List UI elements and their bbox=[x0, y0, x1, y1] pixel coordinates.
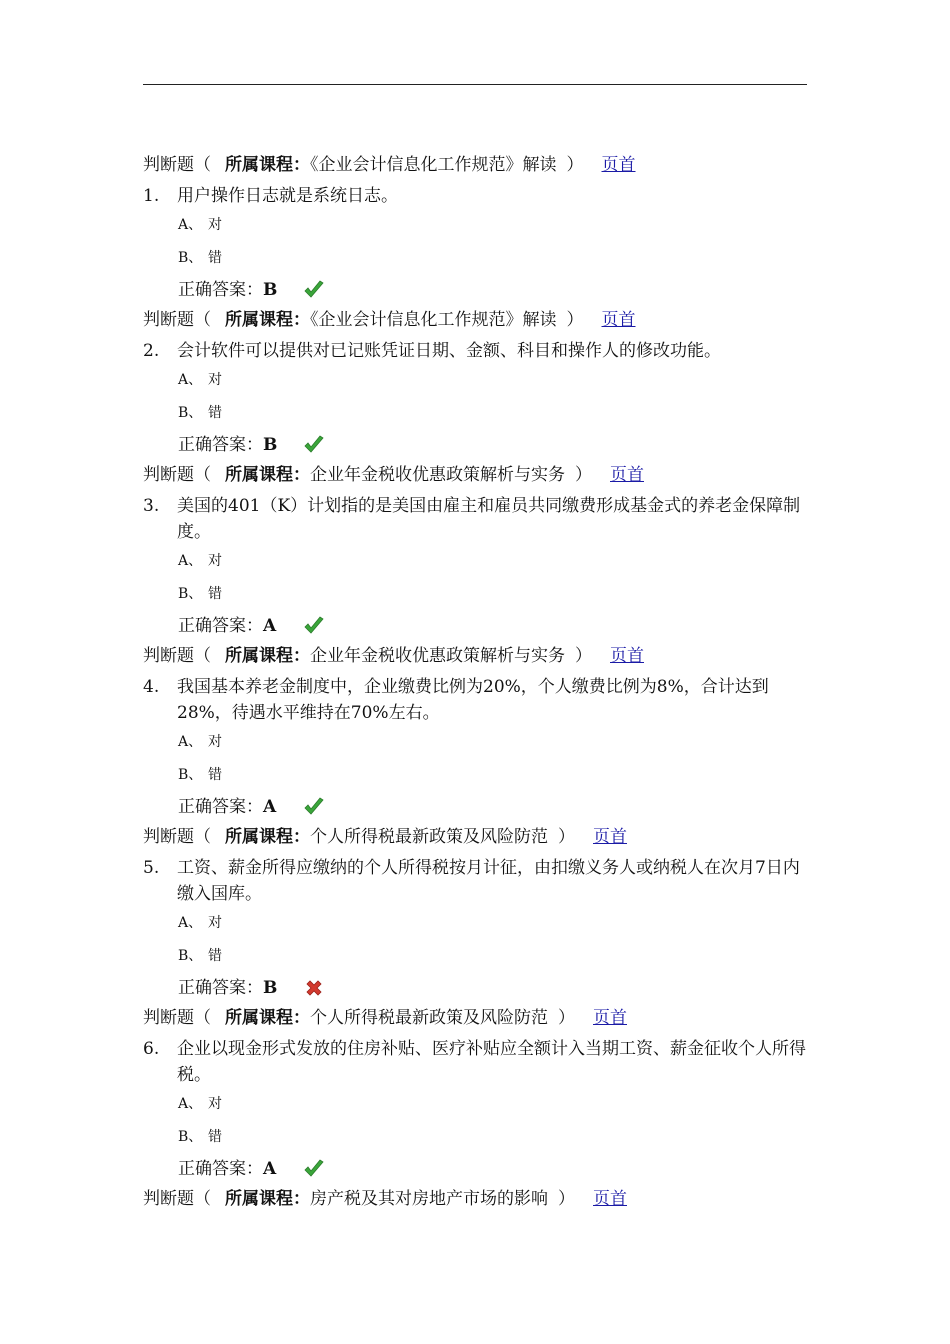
correct-answer-label: 正确答案： bbox=[178, 978, 263, 998]
option-text: 错 bbox=[208, 586, 222, 602]
answer-option bbox=[178, 1088, 813, 1121]
course-label: 所属课程： bbox=[225, 827, 310, 847]
question-item bbox=[143, 1184, 813, 1215]
question-header bbox=[143, 1003, 813, 1034]
correct-answer-row bbox=[178, 973, 813, 1003]
answer-option bbox=[178, 1121, 813, 1154]
option-letter: B、 bbox=[178, 586, 203, 602]
answer-option bbox=[178, 209, 813, 242]
question-item bbox=[143, 1003, 813, 1184]
paren-close: ） bbox=[558, 1189, 575, 1209]
option-letter: B、 bbox=[178, 948, 203, 964]
question-header bbox=[143, 641, 813, 672]
answer-option bbox=[178, 759, 813, 792]
correct-answer-label: 正确答案： bbox=[178, 280, 263, 300]
check-icon bbox=[303, 279, 325, 301]
question-header bbox=[143, 150, 813, 181]
option-text: 错 bbox=[208, 250, 222, 266]
course-label: 所属课程： bbox=[225, 646, 310, 666]
question-header bbox=[143, 822, 813, 853]
question-type-label: 判断题（ bbox=[143, 1008, 211, 1028]
correct-answer-label: 正确答案： bbox=[178, 797, 263, 817]
question-number: 2. bbox=[143, 341, 160, 361]
question-text: 用户操作日志就是系统日志。 bbox=[177, 186, 398, 206]
question-body bbox=[143, 1036, 813, 1088]
paren-close: ） bbox=[558, 827, 575, 847]
correct-answer-value: B bbox=[263, 280, 278, 300]
answer-option bbox=[178, 545, 813, 578]
question-body bbox=[143, 674, 813, 726]
answer-option bbox=[178, 578, 813, 611]
cross-icon bbox=[303, 977, 325, 999]
course-name: 房产税及其对房地产市场的影响 bbox=[310, 1189, 548, 1209]
page-top-link[interactable]: 页首 bbox=[593, 827, 627, 847]
correct-answer-label: 正确答案： bbox=[178, 616, 263, 636]
page-top-link[interactable]: 页首 bbox=[601, 310, 636, 330]
question-type-label: 判断题（ bbox=[143, 1189, 211, 1209]
top-divider bbox=[143, 84, 807, 85]
correct-answer-row bbox=[178, 430, 813, 460]
course-label: 所属课程： bbox=[225, 465, 310, 485]
option-letter: A、 bbox=[178, 1096, 203, 1112]
course-name: 企业年金税收优惠政策解析与实务 bbox=[310, 646, 565, 666]
question-text: 企业以现金形式发放的住房补贴、医疗补贴应全额计入当期工资、薪金征收个人所得税。 bbox=[177, 1039, 806, 1085]
correct-answer-value: A bbox=[263, 616, 277, 636]
question-text: 美国的401（K）计划指的是美国由雇主和雇员共同缴费形成基金式的养老金保障制度。 bbox=[177, 496, 801, 542]
correct-answer-row bbox=[178, 792, 813, 822]
page-top-link[interactable]: 页首 bbox=[610, 465, 644, 485]
check-icon bbox=[303, 796, 325, 818]
option-text: 对 bbox=[208, 1096, 222, 1112]
page-top-link[interactable]: 页首 bbox=[593, 1008, 627, 1028]
question-header bbox=[143, 305, 813, 336]
question-type-label: 判断题（ bbox=[143, 465, 211, 485]
question-type-label: 判断题（ bbox=[143, 310, 211, 330]
question-body bbox=[143, 338, 813, 364]
option-letter: A、 bbox=[178, 734, 203, 750]
answer-option bbox=[178, 364, 813, 397]
question-list bbox=[143, 150, 813, 1215]
option-text: 错 bbox=[208, 948, 222, 964]
page-top-link[interactable]: 页首 bbox=[593, 1189, 627, 1209]
answer-option bbox=[178, 726, 813, 759]
paren-close: ） bbox=[558, 1008, 575, 1028]
option-letter: A、 bbox=[178, 553, 203, 569]
check-icon bbox=[303, 1158, 325, 1180]
correct-answer-value: A bbox=[263, 1159, 277, 1179]
question-number: 5. bbox=[143, 858, 160, 878]
question-body bbox=[143, 855, 813, 907]
course-label: 所属课程： bbox=[225, 1189, 310, 1209]
option-text: 对 bbox=[208, 734, 222, 750]
answer-option bbox=[178, 397, 813, 430]
course-name: 个人所得税最新政策及风险防范 bbox=[310, 1008, 548, 1028]
course-label: 所属课程： bbox=[225, 155, 310, 175]
question-header bbox=[143, 1184, 813, 1215]
check-icon bbox=[303, 434, 325, 456]
question-item bbox=[143, 822, 813, 1003]
course-label: 所属课程： bbox=[225, 310, 310, 330]
course-name: 《企业会计信息化工作规范》解读 bbox=[310, 155, 557, 175]
correct-answer-row bbox=[178, 1154, 813, 1184]
answer-option bbox=[178, 907, 813, 940]
check-icon bbox=[303, 615, 325, 637]
option-text: 对 bbox=[208, 553, 222, 569]
option-text: 错 bbox=[208, 1129, 222, 1145]
paren-close: ） bbox=[566, 310, 584, 330]
question-text: 工资、薪金所得应缴纳的个人所得税按月计征，由扣缴义务人或纳税人在次月7日内缴入国库。 bbox=[177, 858, 800, 904]
question-type-label: 判断题（ bbox=[143, 155, 211, 175]
page-top-link[interactable]: 页首 bbox=[601, 155, 636, 175]
question-type-label: 判断题（ bbox=[143, 827, 211, 847]
option-letter: B、 bbox=[178, 405, 203, 421]
question-type-label: 判断题（ bbox=[143, 646, 211, 666]
answer-option bbox=[178, 242, 813, 275]
course-name: 企业年金税收优惠政策解析与实务 bbox=[310, 465, 565, 485]
option-text: 错 bbox=[208, 767, 222, 783]
question-item bbox=[143, 460, 813, 641]
question-text: 会计软件可以提供对已记账凭证日期、金额、科目和操作人的修改功能。 bbox=[177, 341, 721, 361]
option-letter: B、 bbox=[178, 767, 203, 783]
question-number: 6. bbox=[143, 1039, 160, 1059]
correct-answer-value: B bbox=[263, 978, 278, 998]
course-label: 所属课程： bbox=[225, 1008, 310, 1028]
question-item bbox=[143, 641, 813, 822]
answer-option bbox=[178, 940, 813, 973]
course-name: 个人所得税最新政策及风险防范 bbox=[310, 827, 548, 847]
question-item bbox=[143, 150, 813, 305]
correct-answer-label: 正确答案： bbox=[178, 1159, 263, 1179]
paren-close: ） bbox=[575, 465, 592, 485]
correct-answer-label: 正确答案： bbox=[178, 435, 263, 455]
option-letter: A、 bbox=[178, 217, 203, 233]
option-text: 对 bbox=[208, 372, 222, 388]
page-top-link[interactable]: 页首 bbox=[610, 646, 644, 666]
question-text: 我国基本养老金制度中，企业缴费比例为20%，个人缴费比例为8%，合计达到28%，待遇水平维持在70%左右。 bbox=[177, 677, 769, 723]
paren-close: ） bbox=[566, 155, 584, 175]
correct-answer-row bbox=[178, 275, 813, 305]
option-text: 错 bbox=[208, 405, 222, 421]
question-number: 1. bbox=[143, 186, 160, 206]
course-name: 《企业会计信息化工作规范》解读 bbox=[310, 310, 557, 330]
correct-answer-row bbox=[178, 611, 813, 641]
question-item bbox=[143, 305, 813, 460]
option-text: 对 bbox=[208, 915, 222, 931]
question-body bbox=[143, 493, 813, 545]
question-number: 4. bbox=[143, 677, 160, 697]
option-letter: A、 bbox=[178, 915, 203, 931]
question-number: 3. bbox=[143, 496, 160, 516]
question-header bbox=[143, 460, 813, 491]
option-letter: B、 bbox=[178, 1129, 203, 1145]
paren-close: ） bbox=[575, 646, 592, 666]
option-letter: A、 bbox=[178, 372, 203, 388]
option-text: 对 bbox=[208, 217, 222, 233]
option-letter: B、 bbox=[178, 250, 203, 266]
question-body bbox=[143, 183, 813, 209]
correct-answer-value: B bbox=[263, 435, 278, 455]
correct-answer-value: A bbox=[263, 797, 277, 817]
